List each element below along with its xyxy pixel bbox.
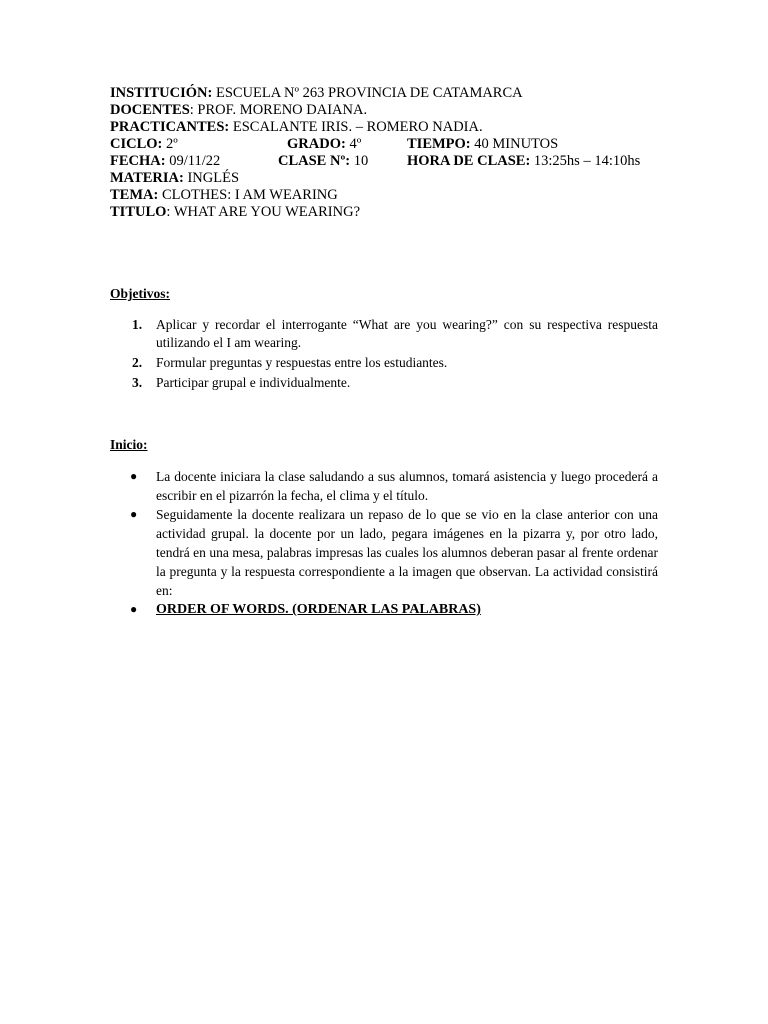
materia-value: INGLÉS [183, 170, 240, 186]
objetivos-list [110, 316, 658, 394]
list-item [110, 316, 658, 352]
institucion-value: ESCUELA Nº 263 PROVINCIA DE CATAMARCA [212, 85, 523, 101]
item-text: Seguidamente la docente realizara un repaso de lo que se vio en la clase anterior con una actividad grupal. la docente por un lado, pegara imágenes en la pizarra y, por otro lado, tendrá en una mesa, palabras impresas las cuales los alumnos deberan pasar al frente ordenar la pregunta y la respuesta correspondiente a la imagen que observan. La actividad consistirá en: [156, 507, 658, 598]
titulo-value: : WHAT ARE YOU WEARING? [166, 204, 361, 220]
item-number: 3. [132, 375, 143, 390]
grado-label: GRADO: [287, 136, 346, 152]
titulo-line [110, 204, 670, 221]
item-number: 1. [132, 317, 143, 332]
institucion-label: INSTITUCIÓN: [110, 85, 213, 101]
objetivos-heading: Objetivos: [110, 286, 170, 301]
tiempo-field [407, 136, 558, 153]
tiempo-label: TIEMPO: [407, 136, 471, 152]
docentes-label: DOCENTES [110, 102, 190, 118]
practicantes-line [110, 119, 670, 136]
fecha-field [110, 153, 220, 170]
ciclo-field [110, 136, 178, 153]
inicio-list [110, 467, 658, 619]
institucion-line [110, 85, 670, 102]
docentes-value: : PROF. MORENO DAIANA. [189, 102, 368, 118]
hora-label: HORA DE CLASE: [407, 153, 531, 169]
clase-label: CLASE Nº: [278, 153, 351, 169]
ciclo-grado-tiempo-line [110, 136, 670, 153]
practicantes-label: PRACTICANTES: [110, 119, 230, 135]
list-item [110, 354, 658, 372]
ciclo-label: CICLO: [110, 136, 163, 152]
item-number: 2. [132, 355, 143, 370]
item-text: ORDER OF WORDS. (ORDENAR LAS PALABRAS) [156, 602, 481, 617]
titulo-label: TITULO [110, 204, 167, 220]
inicio-heading: Inicio: [110, 437, 148, 452]
grado-field [287, 136, 361, 153]
tiempo-value: 40 MINUTOS [470, 136, 559, 152]
fecha-label: FECHA: [110, 153, 166, 169]
practicantes-value: ESCALANTE IRIS. – ROMERO NADIA. [229, 119, 483, 135]
lesson-header [110, 85, 670, 221]
hora-value: 13:25hs – 14:10hs [530, 153, 641, 169]
materia-label: MATERIA: [110, 170, 184, 186]
bullet-icon: ● [130, 507, 138, 521]
item-text: Aplicar y recordar el interrogante “What are you wearing?” con su respectiva respuesta utilizando el I am wearing. [156, 317, 658, 350]
tema-line [110, 187, 670, 204]
fecha-clase-hora-line [110, 153, 670, 170]
bullet-icon: ● [130, 469, 138, 483]
clase-value: 10 [350, 153, 369, 169]
list-item [110, 467, 658, 505]
list-item [110, 505, 658, 600]
item-text: Formular preguntas y respuestas entre los estudiantes. [156, 355, 448, 370]
hora-field [407, 153, 640, 170]
list-item [110, 600, 658, 619]
docentes-line [110, 102, 670, 119]
tema-value: CLOTHES: I AM WEARING [158, 187, 338, 203]
item-text: Participar grupal e individualmente. [156, 375, 351, 390]
bullet-icon: ● [130, 602, 138, 616]
materia-line [110, 170, 670, 187]
grado-value: 4º [345, 136, 362, 152]
fecha-value: 09/11/22 [165, 153, 221, 169]
item-text: La docente iniciara la clase saludando a sus alumnos, tomará asistencia y luego procederá a escribir en el pizarrón la fecha, el clima y el título. [156, 469, 658, 503]
ciclo-value: 2º [162, 136, 178, 152]
tema-label: TEMA: [110, 187, 159, 203]
list-item [110, 374, 658, 392]
clase-field [278, 153, 368, 170]
